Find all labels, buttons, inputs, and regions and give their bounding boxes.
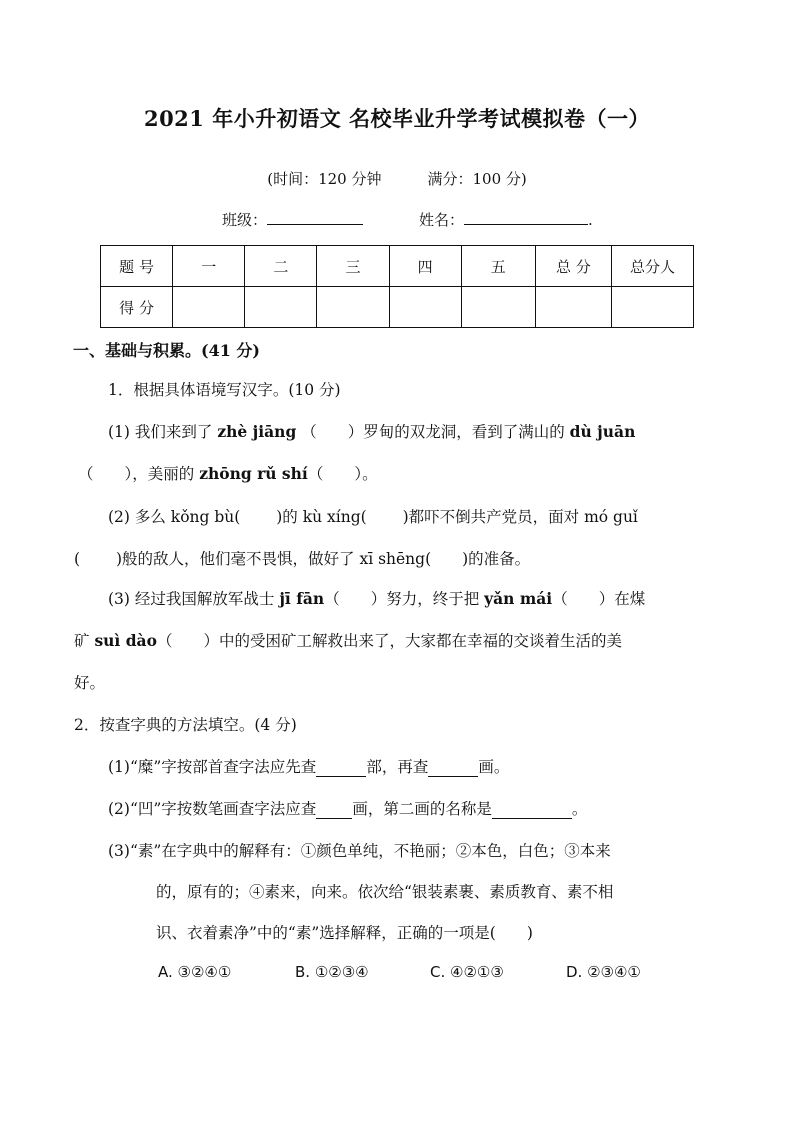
student-info bbox=[222, 209, 593, 230]
pinyin: suì dào bbox=[94, 631, 157, 650]
page-title: 2021 年小升初语文 名校毕业升学考试模拟卷（一） bbox=[143, 106, 651, 131]
option-d[interactable]: D. ②③④① bbox=[566, 963, 641, 981]
text: 画。 bbox=[478, 758, 510, 776]
score-cell[interactable] bbox=[461, 287, 535, 328]
section-heading: 一、基础与积累。(41 分) bbox=[73, 341, 260, 360]
full-score: 满分：100 分) bbox=[427, 170, 527, 188]
pinyin: jī fān bbox=[279, 589, 325, 608]
score-cell[interactable] bbox=[611, 287, 693, 328]
header-cell: 五 bbox=[461, 246, 535, 287]
option-a[interactable]: A. ③②④① bbox=[158, 963, 232, 981]
header-cell: 总分人 bbox=[611, 246, 693, 287]
pinyin: zhè jiāng bbox=[217, 422, 297, 441]
text: 画，第二画的名称是 bbox=[352, 800, 492, 818]
text: (2)“凹”字按数笔画查字法应查 bbox=[108, 800, 317, 818]
class-blank[interactable] bbox=[267, 210, 363, 225]
option-b[interactable]: B. ①②③④ bbox=[295, 963, 369, 981]
text: 矿 bbox=[74, 632, 95, 650]
text: (1)“糜”字按部首查字法应先查 bbox=[108, 758, 317, 776]
text: (1) 我们来到了 bbox=[108, 423, 218, 441]
text: （ ）。 bbox=[307, 465, 378, 483]
q1-part2-line1: (2) 多么 kǒng bù( )的 kù xíng( )都吓不倒共产党员，面对 mó guǐ bbox=[108, 508, 638, 526]
name-end: . bbox=[588, 211, 593, 229]
answer-blank[interactable] bbox=[428, 758, 478, 777]
question-2-heading: 2．按查字典的方法填空。(4 分) bbox=[74, 716, 297, 734]
score-cell[interactable] bbox=[245, 287, 317, 328]
text: （ ）在煤 bbox=[552, 590, 646, 608]
score-cell[interactable] bbox=[173, 287, 245, 328]
text: 。 bbox=[571, 800, 588, 818]
row-label: 得 分 bbox=[101, 287, 173, 328]
score-cell[interactable] bbox=[389, 287, 461, 328]
exam-meta bbox=[0, 168, 794, 189]
answer-blank[interactable] bbox=[492, 800, 572, 819]
text: （ ），美丽的 bbox=[78, 465, 200, 483]
score-table bbox=[100, 245, 694, 328]
pinyin: dù juān bbox=[569, 422, 636, 441]
q1-part3-line1 bbox=[108, 587, 645, 609]
q1-part3-line3: 好。 bbox=[74, 674, 106, 692]
pinyin: zhōng rǔ shí bbox=[199, 464, 308, 483]
answer-blank[interactable] bbox=[316, 758, 366, 777]
text: （ ）努力，终于把 bbox=[324, 590, 485, 608]
q2-part3-line2: 的，原有的；④素来，向来。依次给“银装素裹、素质教育、素不相 bbox=[156, 883, 614, 901]
q2-part3-line3: 识、衣着素净”中的“素”选择解释，正确的一项是( ) bbox=[156, 924, 533, 942]
score-cell[interactable] bbox=[535, 287, 611, 328]
text: (3) 经过我国解放军战士 bbox=[108, 590, 280, 608]
score-cell[interactable] bbox=[317, 287, 389, 328]
name-blank[interactable] bbox=[464, 210, 588, 225]
text: （ ）罗甸的双龙洞，看到了满山的 bbox=[296, 423, 570, 441]
option-c[interactable]: C. ④②①③ bbox=[430, 963, 504, 981]
answer-blank[interactable] bbox=[316, 800, 352, 819]
header-cell: 题 号 bbox=[101, 246, 173, 287]
score-table-header-row bbox=[101, 246, 694, 287]
q1-part3-line2 bbox=[74, 629, 622, 651]
q1-part1-line1 bbox=[108, 420, 635, 442]
header-cell: 三 bbox=[317, 246, 389, 287]
time-limit: (时间：120 分钟 bbox=[267, 170, 382, 188]
text: （ ）中的受困矿工解救出来了，大家都在幸福的交谈着生活的美 bbox=[156, 632, 622, 650]
pinyin: yǎn mái bbox=[484, 589, 553, 608]
header-cell: 总 分 bbox=[535, 246, 611, 287]
question-1-heading: 1．根据具体语境写汉字。(10 分) bbox=[108, 381, 341, 399]
class-label: 班级： bbox=[222, 211, 268, 229]
q2-part3-line1: (3)“素”在字典中的解释有：①颜色单纯，不艳丽；②本色，白色；③本来 bbox=[108, 842, 611, 860]
q2-part2 bbox=[108, 797, 587, 819]
q1-part1-line2 bbox=[78, 462, 378, 484]
header-cell: 一 bbox=[173, 246, 245, 287]
score-table-score-row bbox=[101, 287, 694, 328]
q1-part2-line2: ( )般的敌人，他们毫不畏惧，做好了 xī shēng( )的准备。 bbox=[74, 550, 531, 568]
q2-part1 bbox=[108, 755, 509, 777]
name-label: 姓名： bbox=[419, 211, 465, 229]
text: 部，再查 bbox=[366, 758, 429, 776]
header-cell: 四 bbox=[389, 246, 461, 287]
header-cell: 二 bbox=[245, 246, 317, 287]
